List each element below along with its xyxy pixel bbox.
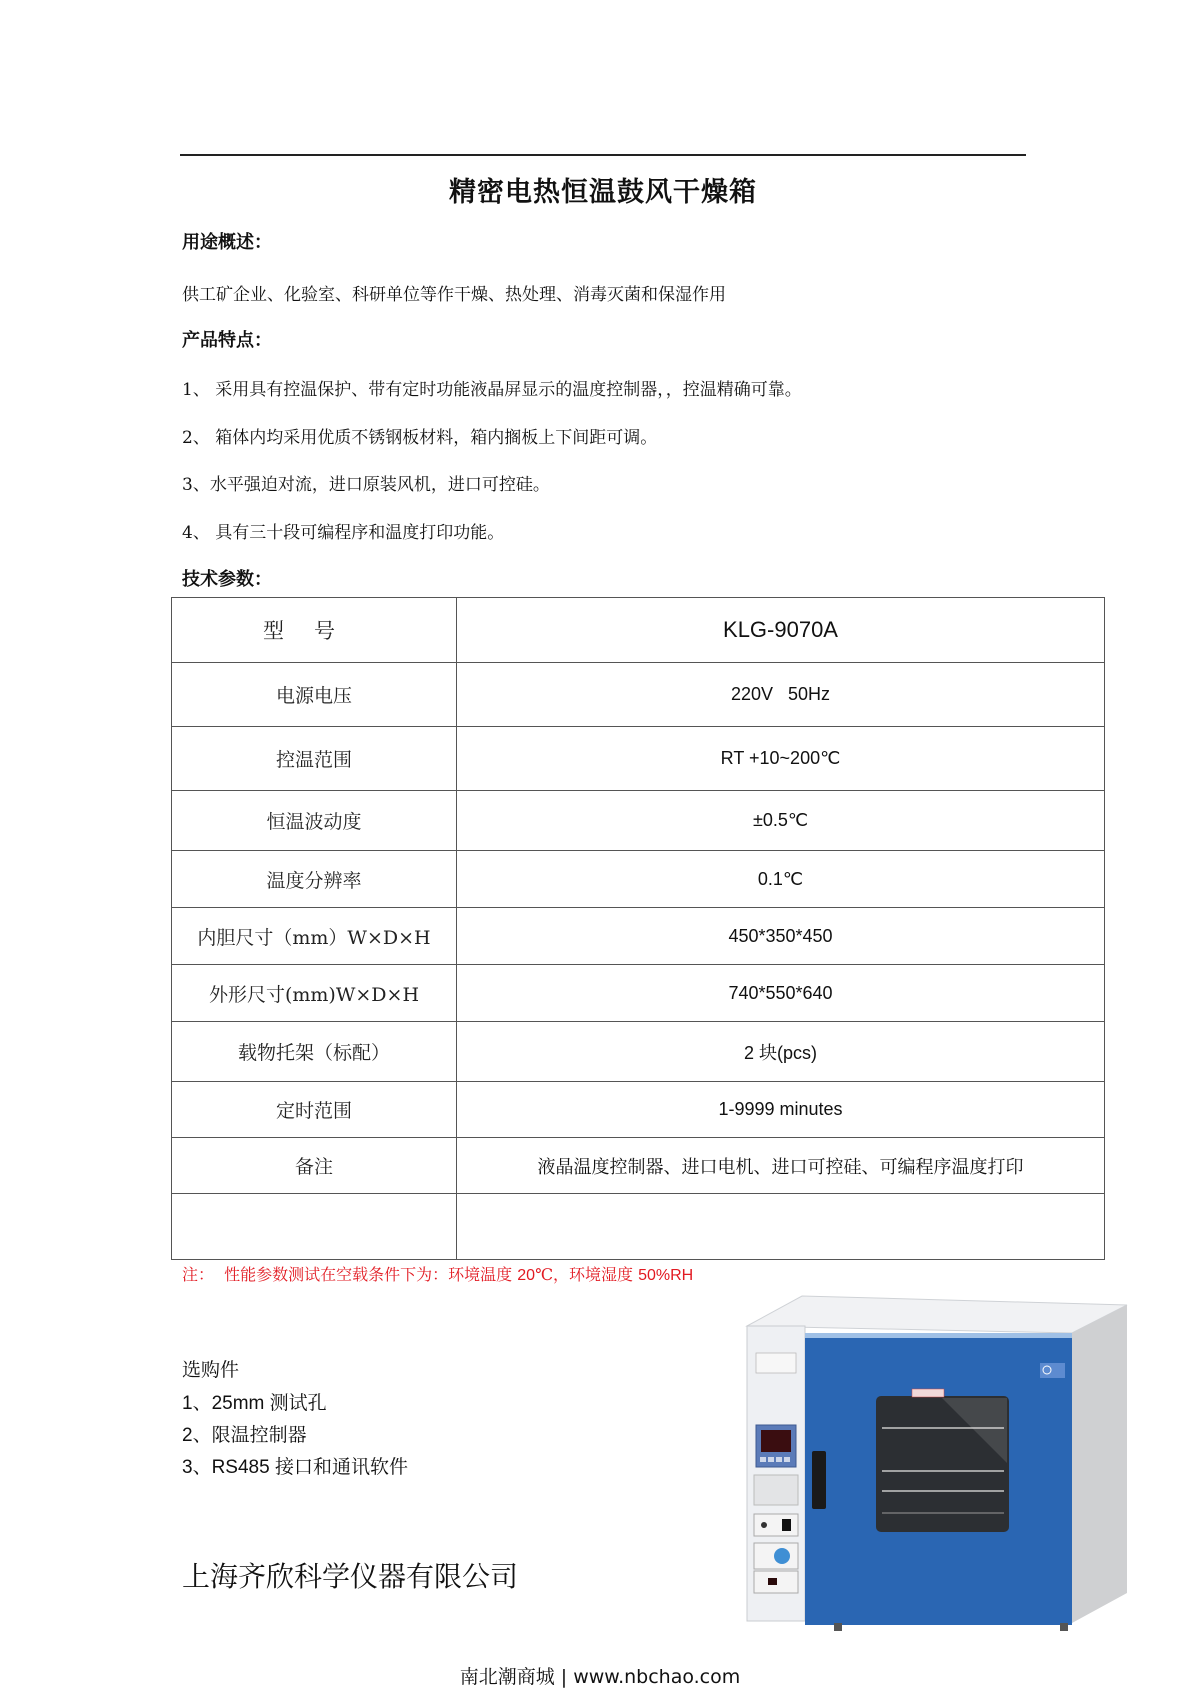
table-row [172,1138,1105,1194]
spec-value [457,1194,1105,1260]
features-heading: 产品特点： [182,330,272,351]
spec-value: 1-9999 minutes [457,1082,1105,1138]
table-row [172,851,1105,908]
spec-label: 控温范围 [172,727,457,791]
company-name: 上海齐欣科学仪器有限公司 [182,1560,519,1593]
spec-value: 220V 50Hz [457,663,1105,727]
spec-value: 740*550*640 [457,965,1105,1022]
table-row [172,791,1105,851]
specs-heading: 技术参数： [182,569,272,590]
table-row [172,1082,1105,1138]
spec-label: 恒温波动度 [172,791,457,851]
document-title: 精密电热恒温鼓风干燥箱 [449,177,757,208]
oven-product-image [742,1293,1132,1643]
table-row [172,908,1105,965]
spec-label: 载物托架（标配） [172,1022,457,1082]
options-heading: 选购件 [182,1360,240,1381]
option-item: 2、限温控制器 [182,1425,307,1446]
spec-value: 450*350*450 [457,908,1105,965]
spec-value: 0.1℃ [457,851,1105,908]
note-humidity: 50%RH [638,1267,694,1284]
feature-item: 4、 具有三十段可编程序和温度打印功能。 [182,523,505,543]
spec-value: 2 块(pcs) [457,1022,1105,1082]
usage-text: 供工矿企业、化验室、科研单位等作干燥、热处理、消毒灭菌和保湿作用 [182,285,726,305]
table-row [172,598,1105,663]
spec-label: 内胆尺寸（mm）W×D×H [172,908,457,965]
spec-label: 电源电压 [172,663,457,727]
table-row [172,965,1105,1022]
spec-label [172,1194,457,1260]
feature-item: 3、水平强迫对流，进口原装风机，进口可控硅。 [182,475,550,495]
test-conditions-note [182,1262,693,1285]
feature-item: 1、 采用具有控温保护、带有定时功能液晶屏显示的温度控制器，，控温精确可靠。 [182,380,802,400]
table-row [172,663,1105,727]
spec-label: 备注 [172,1138,457,1194]
usage-heading: 用途概述： [182,232,272,253]
header-rule [180,154,1026,156]
note-temp: 20 [517,1267,536,1284]
spec-table [171,597,1105,1260]
note-prefix: 注： 性能参数测试在空载条件下为：环境温度 [182,1265,518,1284]
table-row [172,727,1105,791]
feature-item: 2、 箱体内均采用优质不锈钢板材料，箱内搁板上下间距可调。 [182,428,658,448]
spec-value: 液晶温度控制器、进口电机、进口可控硅、可编程序温度打印 [457,1138,1105,1194]
table-row [172,1022,1105,1082]
table-row [172,1194,1105,1260]
note-mid: ℃，环境湿度 [535,1265,639,1284]
spec-value: KLG-9070A [457,598,1105,663]
spec-label: 外形尺寸(mm)W×D×H [172,965,457,1022]
spec-value: ±0.5℃ [457,791,1105,851]
spec-label: 温度分辨率 [172,851,457,908]
footer-site: 南北潮商城 | www.nbchao.com [459,1666,741,1688]
option-item: 1、25mm 测试孔 [182,1393,327,1414]
option-item: 3、RS485 接口和通讯软件 [182,1457,408,1478]
spec-value: RT +10~200℃ [457,727,1105,791]
spec-label: 型号 [172,598,457,663]
spec-label: 定时范围 [172,1082,457,1138]
